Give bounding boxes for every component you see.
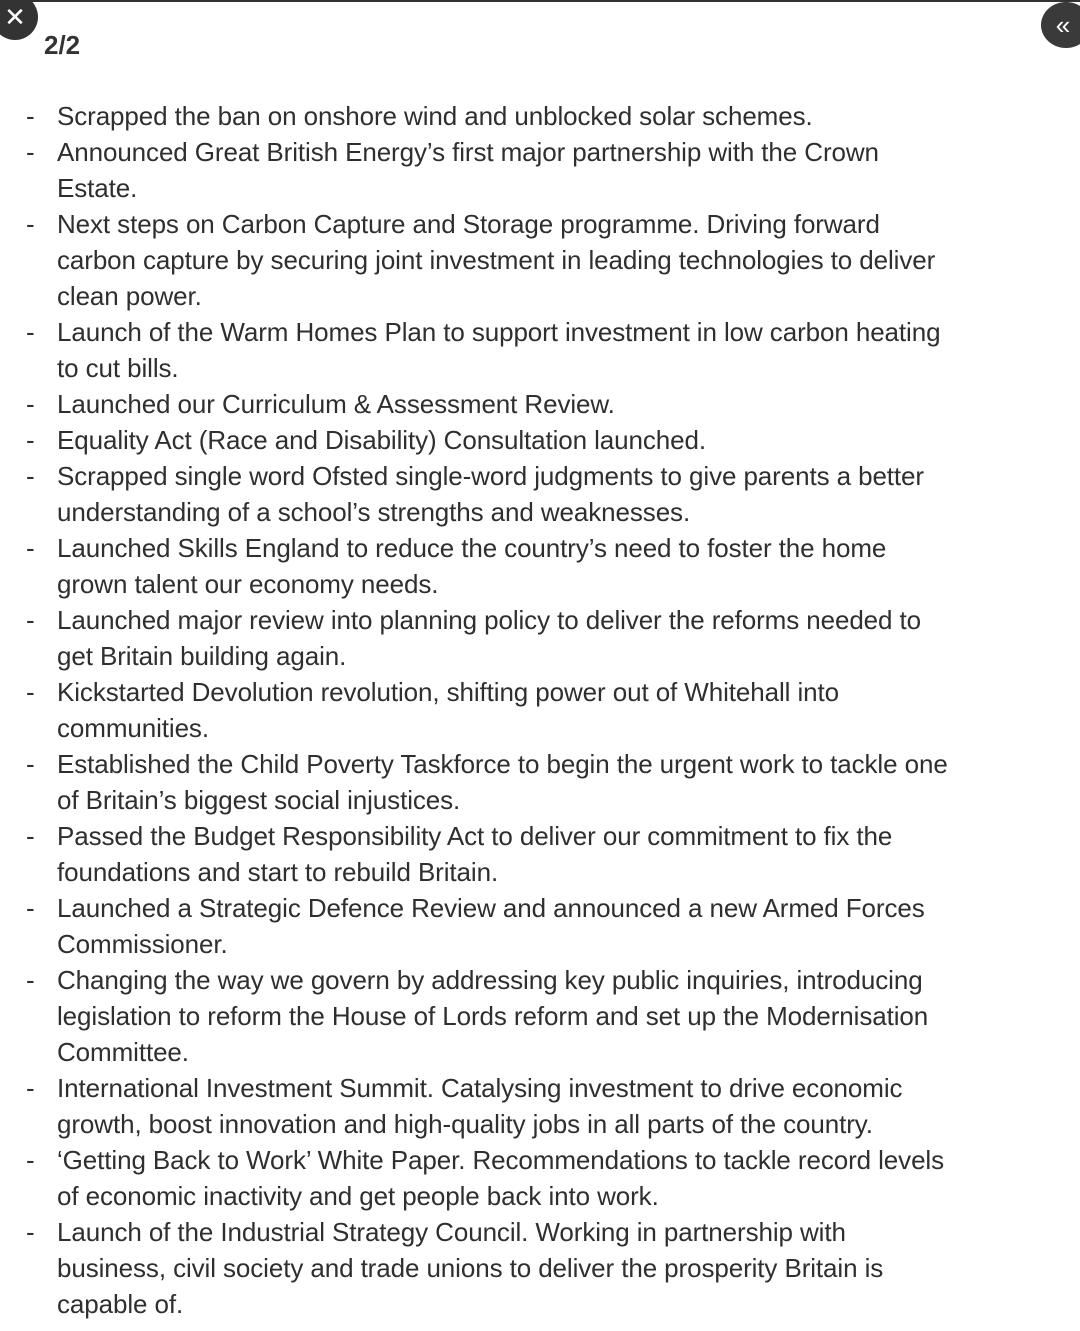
bullet-dash: - <box>26 317 35 347</box>
list-item-text: Committee. <box>57 1037 189 1067</box>
list-item <box>0 134 1080 206</box>
bullet-dash: - <box>26 533 35 563</box>
list-item <box>0 314 1080 386</box>
achievements-list <box>0 98 1080 1322</box>
list-item <box>0 422 1080 458</box>
list-item-text: Established the Child Poverty Taskforce to begin the urgent work to tackle one <box>57 749 948 779</box>
list-item-text: Scrapped the ban on onshore wind and unblocked solar schemes. <box>57 101 813 131</box>
bullet-dash: - <box>26 425 35 455</box>
list-item-text: get Britain building again. <box>57 641 347 671</box>
list-item <box>0 386 1080 422</box>
list-item <box>0 530 1080 602</box>
list-item-text: capable of. <box>57 1289 184 1319</box>
list-item <box>0 674 1080 746</box>
list-item-text: ‘Getting Back to Work’ White Paper. Recommendations to tackle record levels <box>57 1145 944 1175</box>
list-item-text: clean power. <box>57 281 202 311</box>
top-border <box>0 0 1080 2</box>
list-item-text: Passed the Budget Responsibility Act to deliver our commitment to fix the <box>57 821 893 851</box>
bullet-dash: - <box>26 821 35 851</box>
list-item-text: of Britain’s biggest social injustices. <box>57 785 461 815</box>
list-item-text: International Investment Summit. Catalysing investment to drive economic <box>57 1073 903 1103</box>
list-item-text: Announced Great British Energy’s first major partnership with the Crown <box>57 137 879 167</box>
bullet-dash: - <box>26 1217 35 1247</box>
list-item-text: foundations and start to rebuild Britain. <box>57 857 499 887</box>
close-button[interactable] <box>0 0 38 40</box>
bullet-dash: - <box>26 749 35 779</box>
list-item-text: Launched a Strategic Defence Review and announced a new Armed Forces <box>57 893 925 923</box>
list-item <box>0 1214 1080 1322</box>
list-item <box>0 818 1080 890</box>
bullet-dash: - <box>26 389 35 419</box>
list-item-text: business, civil society and trade unions to deliver the prosperity Britain is <box>57 1253 884 1283</box>
list-item-text: Kickstarted Devolution revolution, shifting power out of Whitehall into <box>57 677 839 707</box>
page-indicator: 2/2 <box>44 30 81 60</box>
list-item-text: of economic inactivity and get people back into work. <box>57 1181 659 1211</box>
double-chevron-left-icon: « <box>1055 9 1071 40</box>
bullet-dash: - <box>26 677 35 707</box>
list-item-text: understanding of a school’s strengths and weaknesses. <box>57 497 691 527</box>
list-item <box>0 602 1080 674</box>
bullet-dash: - <box>26 605 35 635</box>
list-item-text: Equality Act (Race and Disability) Consultation launched. <box>57 425 706 455</box>
list-item-text: Commissioner. <box>57 929 228 959</box>
bullet-dash: - <box>26 101 35 131</box>
list-item-text: Estate. <box>57 173 138 203</box>
list-item-text: Scrapped single word Ofsted single-word judgments to give parents a better <box>57 461 924 491</box>
bullet-dash: - <box>26 137 35 167</box>
bullet-dash: - <box>26 965 35 995</box>
list-item-text: Launched our Curriculum & Assessment Review. <box>57 389 615 419</box>
list-item-text: to cut bills. <box>57 353 179 383</box>
list-item <box>0 98 1080 134</box>
list-item <box>0 746 1080 818</box>
list-item-text: communities. <box>57 713 209 743</box>
list-item <box>0 458 1080 530</box>
list-item <box>0 1070 1080 1142</box>
bullet-dash: - <box>26 209 35 239</box>
list-item-text: growth, boost innovation and high-quality jobs in all parts of the country. <box>57 1109 873 1139</box>
bullet-dash: - <box>26 1073 35 1103</box>
bullet-dash: - <box>26 461 35 491</box>
list-item-text: Next steps on Carbon Capture and Storage programme. Driving forward <box>57 209 880 239</box>
list-item-text: carbon capture by securing joint investment in leading technologies to deliver <box>57 245 936 275</box>
collapse-button[interactable] <box>1041 2 1080 48</box>
list-item <box>0 1142 1080 1214</box>
list-item-text: legislation to reform the House of Lords reform and set up the Modernisation <box>57 1001 929 1031</box>
bullet-dash: - <box>26 893 35 923</box>
list-item-text: Launch of the Warm Homes Plan to support investment in low carbon heating <box>57 317 941 347</box>
list-item-text: grown talent our economy needs. <box>57 569 439 599</box>
list-item <box>0 890 1080 962</box>
list-item-text: Launched Skills England to reduce the country’s need to foster the home <box>57 533 887 563</box>
list-item <box>0 962 1080 1070</box>
list-item-text: Changing the way we govern by addressing key public inquiries, introducing <box>57 965 923 995</box>
list-item-text: Launched major review into planning policy to deliver the reforms needed to <box>57 605 922 635</box>
close-icon: ✕ <box>4 1 26 32</box>
list-item <box>0 206 1080 314</box>
list-item-text: Launch of the Industrial Strategy Council. Working in partnership with <box>57 1217 846 1247</box>
bullet-dash: - <box>26 1145 35 1175</box>
